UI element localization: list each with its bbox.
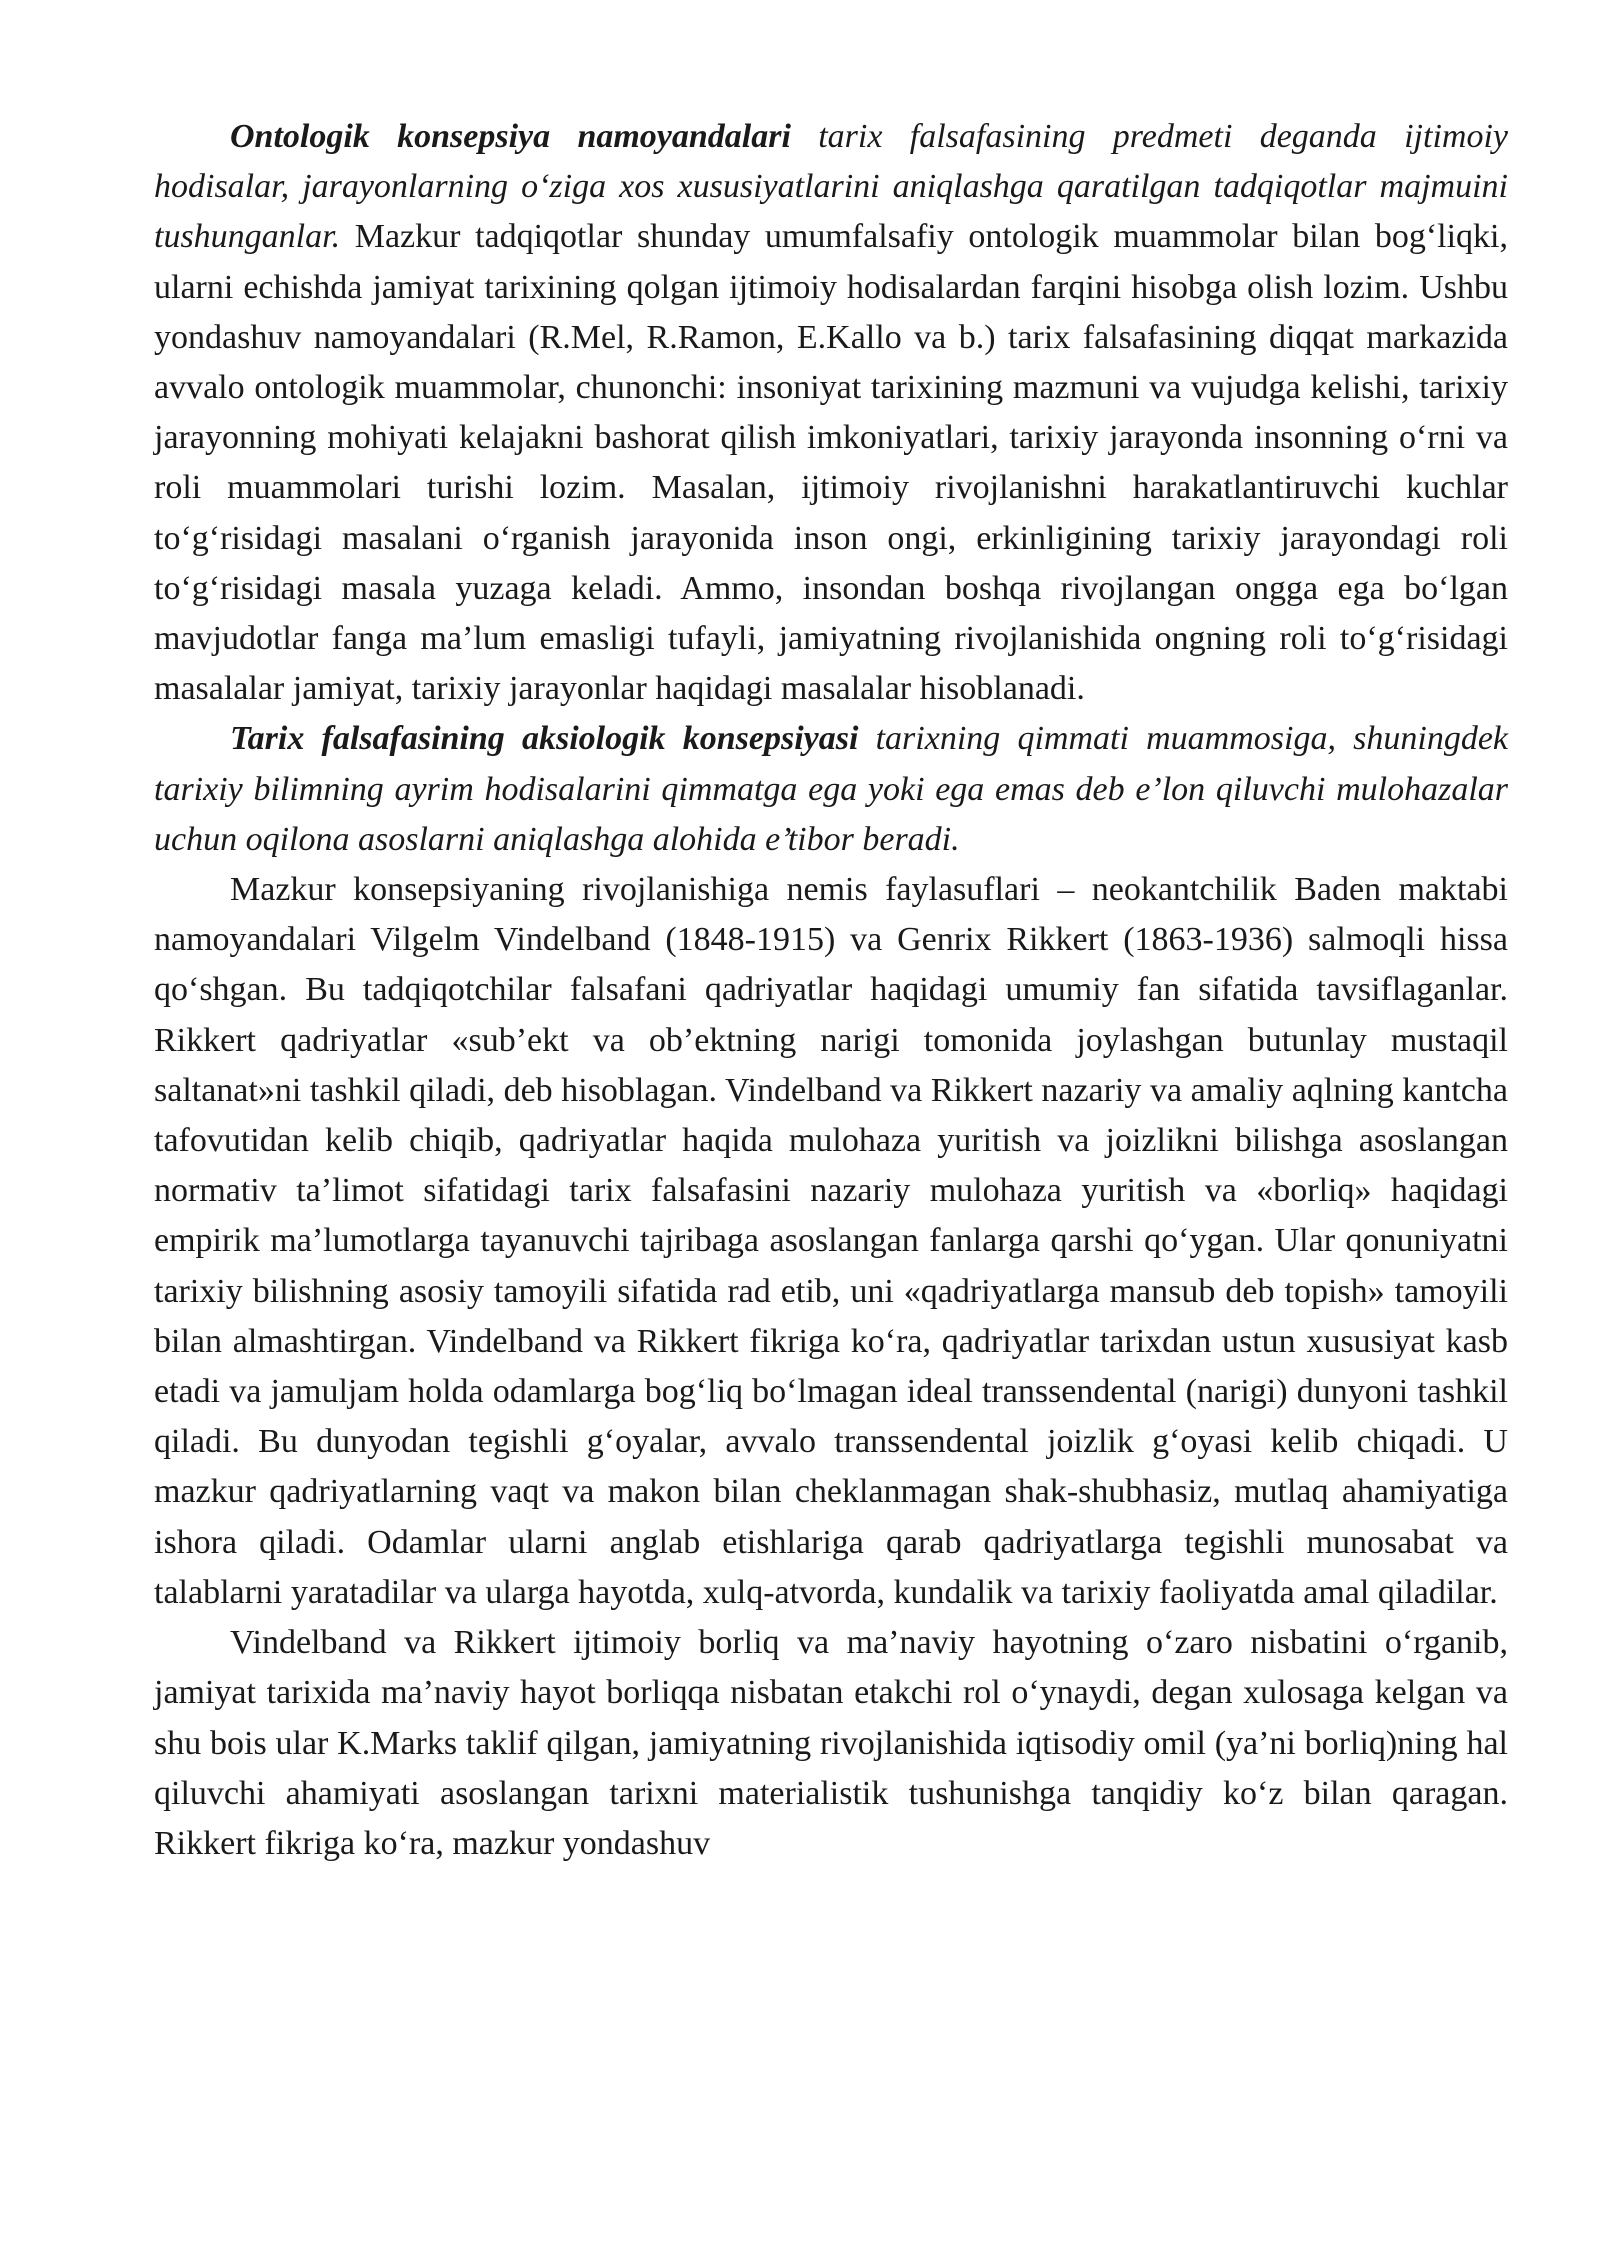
bold-italic-term: Ontologik konsepsiya namoyandalari [230, 118, 791, 155]
paragraph-text: Mazkur tadqiqotlar shunday umumfalsafiy ontologik muammolar bilan bog‘liqki, ularni echishda jamiyat tarixining qolgan ijtimoiy hodisalardan farqini hisobga olish lozim. Ushbu yondashuv namoyandalari (R.Mel, R.Ramon, E.Kallo va b.) tarix falsafasining diqqat markazida avvalo ontologik muammolar, chunonchi: insoniyat tarixining mazmuni va vujudga kelishi, tarixiy jarayonning mohiyati kelajakni bashorat qilish imkoniyatlari, tarixiy jarayonda insonning o‘rni va roli muammolari turishi lozim. Masalan, ijtimoiy rivojlanishni harakatlantiruvchi kuchlar to‘g‘risidagi masalani o‘rganish jarayonida inson ongi, erkinligining tarixiy jarayondagi roli to‘g‘risidagi masala yuzaga keladi. Ammo, insondan boshqa rivojlangan ongga ega bo‘lgan mavjudotlar fanga ma’lum emasligi tufayli, jamiyatning rivojlanishida ongning roli to‘g‘risidagi masalalar jamiyat, tarixiy jarayonlar haqidagi masalalar hisoblanadi. [154, 218, 1508, 708]
italic-definition: tarixning qimmati muammosiga, shuningdek tarixiy bilimning ayrim hodisalarini qimmatga ega yoki ega emas deb e’lon qiluvchi mulohazalar uchun oqilona asoslarni aniqlashga alohida e’tibor beradi. [154, 720, 1508, 858]
paragraph-ontological-concept [154, 112, 1508, 714]
paragraph-axiological-concept [154, 714, 1508, 865]
paragraph-text: Mazkur konsepsiyaning rivojlanishiga nemis faylasuflari – neokantchilik Baden maktabi namoyandalari Vilgelm Vindelband (1848-1915) va Genrix Rikkert (1863-1936) salmoqli hissa qo‘shgan. Bu tadqiqotchilar falsafani qadriyatlar haqidagi umumiy fan sifatida tavsiflaganlar. Rikkert qadriyatlar «sub’ekt va ob’ektning narigi tomonida joylashgan butunlay mustaqil saltanat»ni tashkil qiladi, deb hisoblagan. Vindelband va Rikkert nazariy va amaliy aqlning kantcha tafovutidan kelib chiqib, qadriyatlar haqida mulohaza yuritish va joizlikni bilishga asoslangan normativ ta’limot sifatidagi tarix falsafasini nazariy mulohaza yuritish va «borliq» haqidagi empirik ma’lumotlarga tayanuvchi tajribaga asoslangan fanlarga qarshi qo‘ygan. Ular qonuniyatni tarixiy bilishning asosiy tamoyili sifatida rad etib, uni «qadriyatlarga mansub deb topish» tamoyili bilan almashtirgan. Vindelband va Rikkert fikriga ko‘ra, qadriyatlar tarixdan ustun xususiyat kasb etadi va jamuljam holda odamlarga bog‘liq bo‘lmagan ideal transsendental (narigi) dunyoni tashkil qiladi. Bu dunyodan tegishli g‘oyalar, avvalo transsendental joizlik g‘oyasi kelib chiqadi. U mazkur qadriyatlarning vaqt va makon bilan cheklanmagan shak-shubhasiz, mutlaq ahamiyatiga ishora qiladi. Odamlar ularni anglab etishlariga qarab qadriyatlarga tegishli munosabat va talablarni yaratadilar va ularga hayotda, xulq-atvorda, kundalik va tarixiy faoliyatda amal qiladilar. [154, 871, 1508, 1611]
paragraph-vindelband-rikkert [154, 865, 1508, 1618]
paragraph-social-being [154, 1618, 1508, 1869]
bold-italic-term: Tarix falsafasining aksiologik konsepsiyasi [230, 720, 859, 758]
italic-definition: tarix falsafasining predmeti deganda ijtimoiy hodisalar, jarayonlarning o‘ziga xos xususiyatlarini aniqlashga qaratilgan tadqiqotlar majmuini tushunganlar. [154, 118, 1508, 256]
paragraph-text: Vindelband va Rikkert ijtimoiy borliq va ma’naviy hayotning o‘zaro nisbatini o‘rganib, jamiyat tarixida ma’naviy hayot borliqqa nisbatan etakchi rol o‘ynaydi, degan xulosaga kelgan va shu bois ular K.Marks taklif qilgan, jamiyatning rivojlanishida iqtisodiy omil (ya’ni borliq)ning hal qiluvchi ahamiyati asoslangan tarixni materialistik tushunishga tanqidiy ko‘z bilan qaragan. Rikkert fikriga ko‘ra, mazkur yondashuv [154, 1624, 1508, 1862]
